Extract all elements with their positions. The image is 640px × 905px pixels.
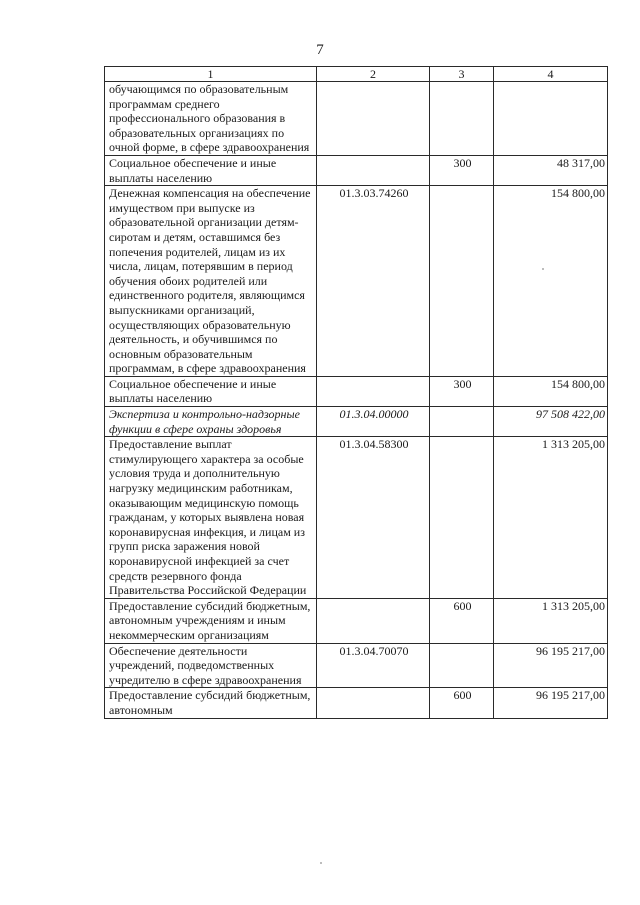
table-row — [105, 376, 608, 406]
row-name: Предоставление субсидий бюджетным, автономным учреждениям и иным некоммерческим организациям — [105, 598, 317, 643]
table-row — [105, 437, 608, 599]
table-row — [105, 155, 608, 185]
page-number: 7 — [316, 42, 324, 58]
row-type — [430, 407, 494, 437]
row-type — [430, 437, 494, 599]
row-name: Предоставление выплат стимулирующего характера за особые условия труда и дополнительную нагрузку медицинским работникам, оказывающим медицинскую помощь гражданам, у которых выявлена новая коронавирусная инфекция, и лицам из групп риска заражения новой коронавирусной инфекцией за счет средств резервного фонда Правительства Российской Федерации — [105, 437, 317, 599]
row-amount: 96 195 217,00 — [494, 643, 608, 688]
row-amount: 154 800,00 — [494, 376, 608, 406]
row-name: Денежная компенсация на обеспечение имуществом при выпуске из образовательной организации детям-сиротам и детям, оставшимся без попечения родителей, лицам из их числа, лицам, потерявшим в период обучения обоих родителей или единственного родителя, являющимся выпускниками организаций, осуществляющих образовательную деятельность, и обучившимся по основным образовательным программам, в сфере здравоохранения — [105, 186, 317, 377]
row-amount: 48 317,00 — [494, 155, 608, 185]
row-code: 01.3.04.00000 — [317, 407, 430, 437]
row-code: 01.3.03.74260 — [317, 186, 430, 377]
row-amount: 1 313 205,00 — [494, 437, 608, 599]
row-code — [317, 155, 430, 185]
row-amount: 154 800,00 — [494, 186, 608, 377]
column-header-name: 1 — [105, 67, 317, 82]
column-header-type: 3 — [430, 67, 494, 82]
row-type: 300 — [430, 155, 494, 185]
row-code: 01.3.04.70070 — [317, 643, 430, 688]
row-type: 600 — [430, 598, 494, 643]
budget-table — [104, 66, 608, 719]
row-type: 600 — [430, 688, 494, 718]
table-row — [105, 82, 608, 156]
table-header-row — [105, 67, 608, 82]
row-code — [317, 376, 430, 406]
row-amount: 96 195 217,00 — [494, 688, 608, 718]
row-name: Экспертиза и контрольно-надзорные функции в сфере охраны здоровья — [105, 407, 317, 437]
table-row — [105, 643, 608, 688]
row-type: 300 — [430, 376, 494, 406]
row-amount: 97 508 422,00 — [494, 407, 608, 437]
scan-speck — [542, 268, 544, 270]
row-amount — [494, 82, 608, 156]
row-type — [430, 186, 494, 377]
column-header-code: 2 — [317, 67, 430, 82]
row-name: Социальное обеспечение и иные выплаты населению — [105, 376, 317, 406]
row-name: Обеспечение деятельности учреждений, подведомственных учредителю в сфере здравоохранения — [105, 643, 317, 688]
row-type — [430, 82, 494, 156]
table-row — [105, 186, 608, 377]
row-code: 01.3.04.58300 — [317, 437, 430, 599]
row-name: обучающимся по образовательным программам среднего профессионального образования в образовательных организациях по очной форме, в сфере здравоохранения — [105, 82, 317, 156]
row-code — [317, 688, 430, 718]
row-amount: 1 313 205,00 — [494, 598, 608, 643]
row-name: Предоставление субсидий бюджетным, автономным — [105, 688, 317, 718]
table-row — [105, 598, 608, 643]
scan-speck — [320, 862, 322, 864]
table-row — [105, 407, 608, 437]
column-header-amount: 4 — [494, 67, 608, 82]
row-name: Социальное обеспечение и иные выплаты населению — [105, 155, 317, 185]
row-type — [430, 643, 494, 688]
row-code — [317, 598, 430, 643]
table-row — [105, 688, 608, 718]
row-code — [317, 82, 430, 156]
